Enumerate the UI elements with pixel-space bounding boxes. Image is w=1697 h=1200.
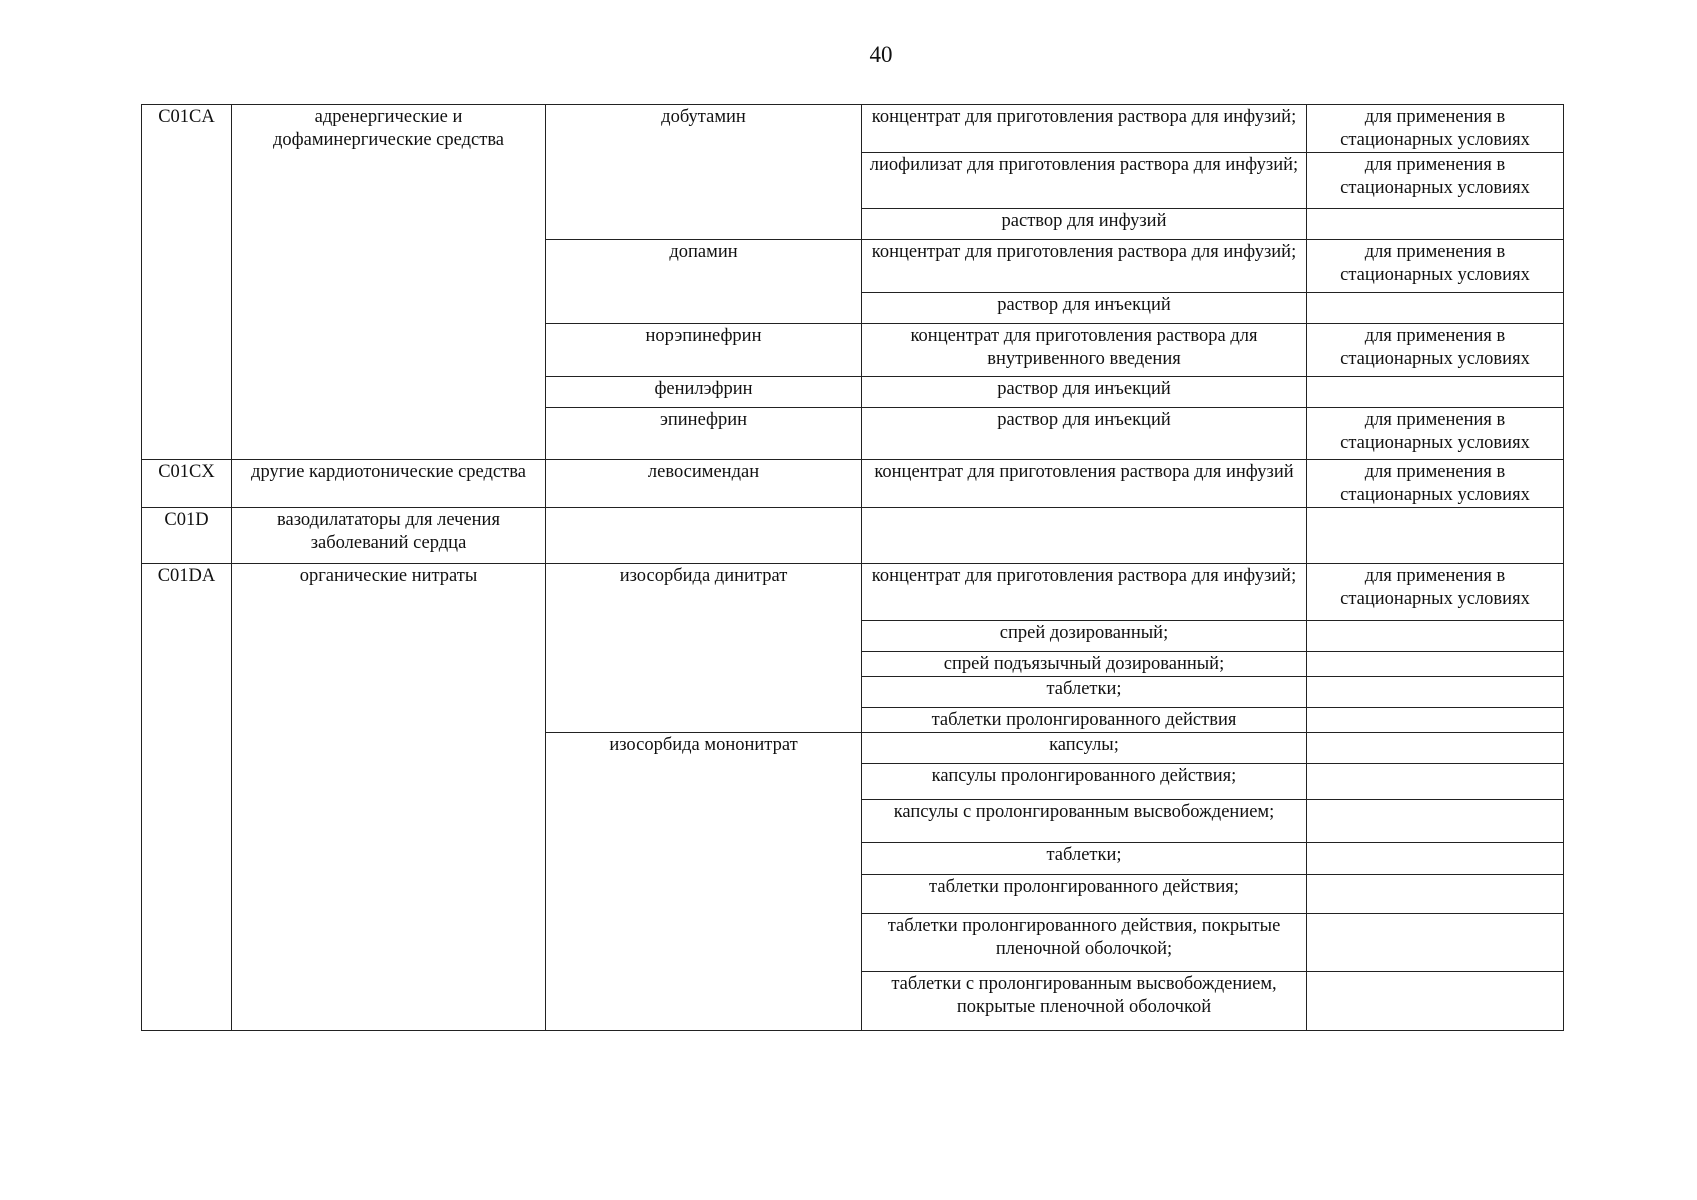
substance-cell: эпинефрин [546,408,862,460]
dosage-form-cell: спрей дозированный; [862,621,1306,652]
dosage-form-cell: раствор для инъекций [862,293,1307,324]
substance-stack [546,564,862,1031]
note-cell [1307,209,1564,240]
dosage-form-cell: раствор для инъекций [862,377,1307,408]
substance-cell: фенилэфрин [546,377,862,408]
note-stack [1307,564,1564,1031]
substance-cell: изосорбида динитрат [546,564,861,733]
dosage-form-cell: раствор для инъекций [862,408,1307,460]
dosage-form-cell: концентрат для приготовления раствора для инфузий [862,460,1307,508]
atc-group-cell: адренергические и дофаминергические средства [232,105,546,460]
dosage-form-cell: таблетки пролонгированного действия [862,708,1306,733]
note-cell [1307,764,1563,800]
note-cell [1307,733,1563,764]
note-cell [1307,621,1563,652]
drug-list-table [141,104,1564,1031]
atc-code-cell: C01D [142,508,232,564]
dosage-form-cell: капсулы с пролонгированным высвобождением; [862,800,1306,843]
note-cell: для применения в стационарных условиях [1307,460,1564,508]
dosage-form-cell: спрей подъязычный дозированный; [862,652,1306,677]
note-cell: для применения в стационарных условиях [1307,408,1564,460]
note-cell: для применения в стационарных условиях [1307,153,1564,209]
note-cell [1307,677,1563,708]
page-number: 40 [869,42,893,67]
dosage-form-cell: концентрат для приготовления раствора для инфузий; [862,240,1307,293]
atc-code-cell: C01CX [142,460,232,508]
substance-cell: допамин [546,240,862,324]
atc-group-cell: вазодилататоры для лечения заболеваний сердца [232,508,546,564]
atc-code-cell: C01DA [142,564,232,1031]
atc-group-cell: органические нитраты [232,564,546,1031]
note-cell [1307,293,1564,324]
note-cell [1307,652,1563,677]
note-cell: для применения в стационарных условиях [1307,240,1564,293]
note-cell [1307,708,1563,733]
atc-code-cell: C01CA [142,105,232,460]
atc-group-cell: другие кардиотонические средства [232,460,546,508]
dosage-form-cell: таблетки пролонгированного действия; [862,875,1306,914]
dosage-form-cell: таблетки; [862,843,1306,875]
table-row [142,564,1564,1031]
dosage-form-cell: концентрат для приготовления раствора для инфузий; [862,105,1307,153]
note-cell: для применения в стационарных условиях [1307,105,1564,153]
note-cell [1307,843,1563,875]
note-cell [1307,377,1564,408]
note-cell: для применения в стационарных условиях [1307,564,1563,621]
substance-cell: изосорбида мононитрат [609,735,798,755]
table-row [142,460,1564,508]
dosage-form-stack [862,564,1307,1031]
dosage-form-cell: таблетки пролонгированного действия, покрытые пленочной оболочкой; [862,914,1306,972]
note-cell [1307,508,1564,564]
dosage-form-cell [862,508,1307,564]
note-cell [1307,914,1563,972]
dosage-form-cell: таблетки; [862,677,1306,708]
substance-cell: левосимендан [546,460,862,508]
substance-cell [546,508,862,564]
table-row [142,508,1564,564]
note-cell [1307,875,1563,914]
dosage-form-cell: концентрат для приготовления раствора для внутривенного введения [862,324,1307,377]
table-row [142,105,1564,153]
dosage-form-cell: капсулы пролонгированного действия; [862,764,1306,800]
note-cell [1307,800,1563,843]
substance-cell: норэпинефрин [546,324,862,377]
dosage-form-cell: концентрат для приготовления раствора для инфузий; [862,564,1306,621]
substance-cell: добутамин [546,105,862,240]
note-cell: для применения в стационарных условиях [1307,324,1564,377]
dosage-form-cell: лиофилизат для приготовления раствора для инфузий; [862,153,1307,209]
dosage-form-cell: капсулы; [862,733,1306,764]
note-cell [1307,972,1563,1030]
dosage-form-cell: раствор для инфузий [862,209,1307,240]
dosage-form-cell: таблетки с пролонгированным высвобождением, покрытые пленочной оболочкой [891,974,1277,1017]
